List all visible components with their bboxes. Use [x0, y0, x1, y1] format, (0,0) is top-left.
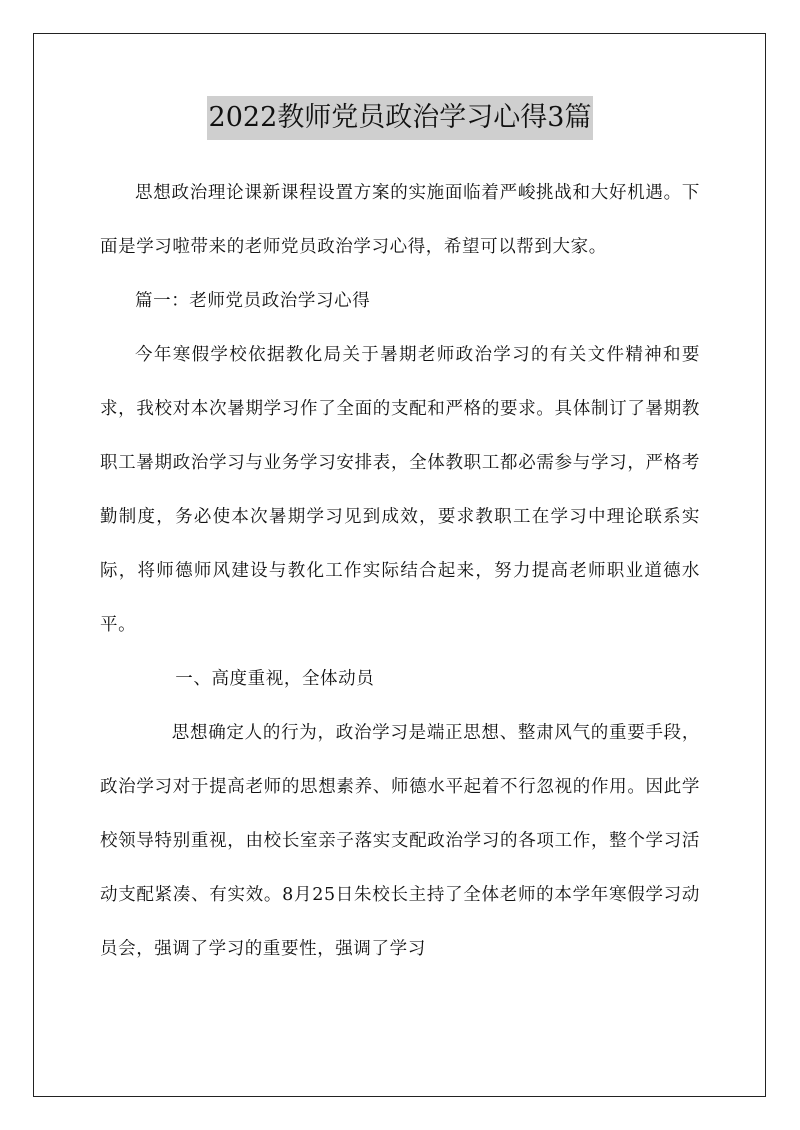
- body-paragraph: 今年寒假学校依据教化局关于暑期老师政治学习的有关文件精神和要求，我校对本次暑期学习作了全面的支配和严格的要求。具体制订了暑期教职工暑期政治学习与业务学习安排表，全体教职工都必需参与学习，严格考勤制度，务必使本次暑期学习见到成效，要求教职工在学习中理论联系实际，将师德师风建设与教化工作实际结合起来，努力提高老师职业道德水平。: [100, 345, 700, 635]
- document-title: 2022教师党员政治学习心得3篇: [207, 96, 594, 140]
- body-paragraph: 思想确定人的行为，政治学习是端正思想、整肃风气的重要手段，政治学习对于提高老师的思想素养、师德水平起着不行忽视的作用。因此学校领导特别重视，由校长室亲子落实支配政治学习的各项工作，整个学习活动支配紧凑、有实效。8月25日朱校长主持了全体老师的本学年寒假学习动员会，强调了学习的重要性，强调了学习: [100, 723, 700, 959]
- title-wrap: [0, 96, 800, 140]
- document-body: [100, 166, 700, 976]
- section-heading: 篇一：老师党员政治学习心得: [135, 291, 371, 311]
- intro-paragraph: 思想政治理论课新课程设置方案的实施面临着严峻挑战和大好机遇。下面是学习啦带来的老师党员政治学习心得，希望可以帮到大家。: [100, 183, 700, 257]
- subsection-heading: 一、高度重视，全体动员: [175, 669, 375, 689]
